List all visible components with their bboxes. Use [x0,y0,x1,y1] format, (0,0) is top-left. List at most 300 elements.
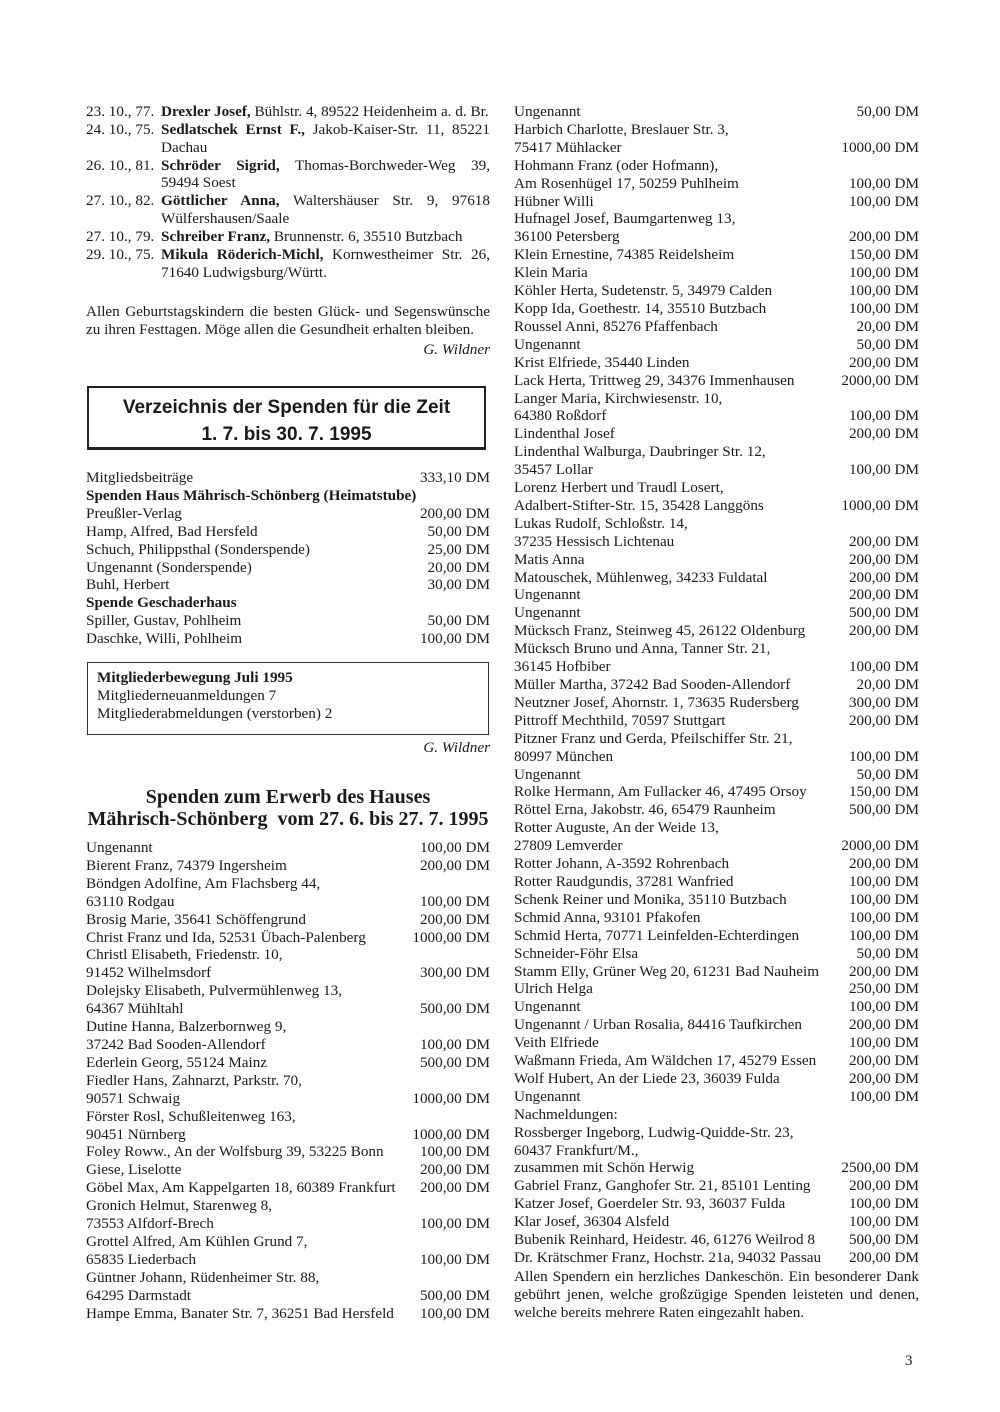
donor-name: 91452 Wilhelmsdorf [86,964,212,982]
donor-name: Katzer Josef, Goerdeler Str. 93, 36037 Fulda [514,1195,786,1213]
donor-name: Ungenannt [86,839,153,856]
list-row [514,1231,919,1249]
donor-name: Lindenthal Josef [514,425,615,443]
donation-amount: 100,00 DM [848,926,919,944]
list-row [86,1054,490,1072]
donor-name: Ungenannt [514,604,581,622]
donor-name: Göbel Max, Am Kappelgarten 18, 60389 Frankfurt [86,1179,396,1197]
list-row [514,1142,919,1160]
list-row [86,1197,490,1215]
list-row [514,282,919,300]
donor-name: Röttel Erna, Jakobstr. 46, 65479 Raunheim [514,801,776,819]
donor-name: Grottel Alfred, Am Kühlen Grund 7, [86,1232,308,1250]
donor-name: Hamp, Alfred, Bad Hersfeld [86,522,258,540]
donation-amount: 200,00 DM [848,855,919,873]
donor-name: Ungenannt / Urban Rosalia, 84416 Taufkirchen [514,1016,802,1034]
page-number: 3 [905,1353,913,1369]
list-row [86,1161,490,1179]
donation-amount: 200,00 DM [848,425,919,443]
list-row [514,461,919,479]
donation-amount: 2000,00 DM [841,837,919,855]
donations-title-line1: Verzeichnis der Spenden für die Zeit [122,397,451,418]
donor-name: 75417 Mühlacker [514,138,622,156]
list-row [86,1179,490,1197]
list-row [86,893,490,911]
donation-amount: 500,00 DM [419,1000,490,1018]
list-row [514,980,919,998]
list-row [514,873,919,891]
donation-amount: 200,00 DM [419,856,490,874]
donor-name: Giese, Liselotte [86,1161,182,1179]
donor-name: 64380 Roßdorf [514,407,607,425]
birthday-name: Mikula Röderich-Michl, [161,246,324,264]
birthday-address: Brunnenstr. 6, 35510 Butzbach [270,228,463,246]
list-row [86,541,490,559]
list-row [86,523,490,541]
donor-name: zusammen mit Schön Herwig [514,1159,695,1177]
list-row [86,1126,490,1144]
list-row [514,712,919,730]
list-row [514,103,919,121]
donor-name: Rotter Johann, A-3592 Rohrenbach [514,855,730,873]
donation-amount: 500,00 DM [848,1231,919,1249]
list-row [514,157,919,175]
donor-name: Dutine Hanna, Balzerbornweg 9, [86,1018,287,1036]
donation-amount: 200,00 DM [848,586,919,604]
donation-amount: 100,00 DM [419,1304,490,1322]
donation-amount: 2500,00 DM [841,1159,919,1177]
donation-amount: 100,00 DM [848,282,919,300]
donor-name: Bubenik Reinhard, Heidestr. 46, 61276 Weilrod 8 [514,1231,815,1249]
donor-name: 36145 Hofbiber [514,658,611,676]
list-row [514,210,919,228]
list-row [86,1018,490,1036]
list-row [86,1269,490,1287]
donor-name: Schmid Herta, 70771 Leinfelden-Echterdingen [514,926,800,944]
donor-name: Ungenannt [514,1087,581,1105]
donation-amount: 100,00 DM [848,1034,919,1052]
list-row [86,630,490,648]
donor-name: 65835 Liederbach [86,1250,197,1268]
birthday-entry [86,192,490,227]
donor-name: Foley Roww., An der Wolfsburg 39, 53225 Bonn [86,1143,384,1161]
list-row [514,1159,919,1177]
list-row [86,1090,490,1108]
donor-name: Fiedler Hans, Zahnarzt, Parkstr. 70, [86,1071,302,1089]
list-row [86,1000,490,1018]
donor-name: Matouschek, Mühlenweg, 34233 Fuldatal [514,568,768,586]
donation-amount: 200,00 DM [848,228,919,246]
list-row [514,819,919,837]
donor-name: Mücksch Franz, Steinweg 45, 26122 Oldenburg [514,622,806,640]
donor-name: Hohmann Franz (oder Hofmann), [514,156,719,174]
list-row [514,497,919,515]
donation-amount: 50,00 DM [856,944,919,962]
signature: G. Wildner [423,341,490,358]
donor-name: Ungenannt [514,998,581,1016]
list-row [86,911,490,929]
donation-amount: 200,00 DM [419,504,490,522]
list-row [514,1177,919,1195]
donor-name: Christl Elisabeth, Friedenstr. 10, [86,946,283,964]
donor-name: Christ Franz und Ida, 52531 Übach-Palenberg [86,928,366,946]
donor-name: 27809 Lemverder [514,837,623,855]
donor-name: Rotter Raudgundis, 37281 Wanfried [514,872,734,890]
list-row [514,407,919,425]
list-row [514,264,919,282]
list-row [86,1233,490,1251]
birthday-text [161,192,490,227]
donor-name: Mitgliedsbeiträge [86,469,194,486]
birthday-address: Bühlstr. 4, 89522 Heidenheim a. d. Br. [250,103,489,120]
donor-name: Rotter Auguste, An der Weide 13, [514,819,719,837]
donor-name: 73553 Alfdorf-Brech [86,1215,214,1233]
birthday-entry [86,157,490,192]
list-row [514,1088,919,1106]
donation-amount: 500,00 DM [848,604,919,622]
list-row [514,748,919,766]
donation-amount: 200,00 DM [848,1069,919,1087]
list-row [86,1108,490,1126]
list-row [514,569,919,587]
donation-amount: 100,00 DM [419,1035,490,1053]
donor-name: Ederlein Georg, 55124 Mainz [86,1053,268,1071]
list-row [86,964,490,982]
donation-amount: 100,00 DM [419,630,490,648]
donation-amount: 200,00 DM [419,910,490,928]
birthday-name: Drexler Josef, [161,103,251,120]
donor-name: Waßmann Frieda, Am Wäldchen 17, 45279 Essen [514,1052,817,1070]
list-row [514,1195,919,1213]
donor-name: Lindenthal Walburga, Daubringer Str. 12, [514,443,766,461]
donor-name: Müller Martha, 37242 Bad Sooden-Allendorf [514,676,791,693]
birthday-name: Schröder Sigrid, [161,156,280,174]
donation-amount: 2000,00 DM [841,371,919,389]
list-row [514,945,919,963]
list-row [86,1143,490,1161]
list-row [86,559,490,577]
donor-name: 36100 Petersberg [514,228,620,246]
list-row [514,586,919,604]
donation-amount: 100,00 DM [848,174,919,192]
donation-amount: 100,00 DM [848,299,919,317]
list-row [514,604,919,622]
donor-name: Ungenannt [514,103,581,120]
donor-name: Schneider-Föhr Elsa [514,944,639,962]
donation-amount: 300,00 DM [848,693,919,711]
birthday-date: 26. 10., 81. [86,156,155,174]
donation-amount: 500,00 DM [848,801,919,819]
donation-amount: 50,00 DM [856,765,919,783]
birthday-entry [86,246,490,281]
donor-name: Pitzner Franz und Gerda, Pfeilschiffer Str. 21, [514,729,793,747]
donor-name: Güntner Johann, Rüdenheimer Str. 88, [86,1268,320,1286]
donor-name: Köhler Herta, Sudetenstr. 5, 34979 Calden [514,282,773,300]
list-row [514,1124,919,1142]
donation-amount: 100,00 DM [848,658,919,676]
donor-name: Brosig Marie, 35641 Schöffengrund [86,910,306,928]
list-row [514,694,919,712]
donor-name: Krist Elfriede, 35440 Linden [514,353,690,371]
donor-name: Klar Josef, 36304 Alsfeld [514,1213,670,1231]
donor-name: Buhl, Herbert [86,576,170,594]
list-row [514,998,919,1016]
donor-name: Ungenannt [514,335,581,353]
donation-amount: 100,00 DM [848,264,919,282]
donation-amount: 50,00 DM [856,103,919,120]
list-row [514,1052,919,1070]
list-row [514,515,919,533]
donations-title-box [87,386,486,450]
list-row [86,505,490,523]
members-box [87,662,489,735]
donor-name: 80997 München [514,747,614,765]
donation-amount: 20,00 DM [856,317,919,335]
list-row [514,193,919,211]
donor-name: 35457 Lollar [514,461,593,479]
donor-name: Daschke, Willi, Pohlheim [86,630,243,648]
list-row [86,594,490,612]
donation-amount: 1000,00 DM [412,1089,490,1107]
donor-name: Neutzner Josef, Ahornstr. 1, 73635 Rudersberg [514,693,799,711]
list-row [514,443,919,461]
donor-name: Hampe Emma, Banater Str. 7, 36251 Bad Hersfeld [86,1304,394,1322]
list-row [514,354,919,372]
donation-amount: 1000,00 DM [841,138,919,156]
donor-name: Ungenannt [514,586,581,604]
birthday-date: 27. 10., 79. [86,228,155,246]
donation-amount: 200,00 DM [419,1161,490,1179]
donor-name: Spende Geschaderhaus [86,594,237,612]
donor-name: 64367 Mühltahl [86,1000,184,1018]
list-row [86,1287,490,1305]
list-row [514,1106,919,1124]
donor-name: Pittroff Mechthild, 70597 Stuttgart [514,711,726,729]
donor-name: Veith Elfriede [514,1034,599,1052]
donation-amount: 500,00 DM [419,1286,490,1304]
donor-name: Wolf Hubert, An der Liede 23, 36039 Fulda [514,1069,780,1087]
donation-amount: 500,00 DM [419,1053,490,1071]
list-row [514,676,919,694]
donation-amount: 20,00 DM [427,558,490,576]
birthday-date: 23. 10., 77. [86,103,155,120]
donation-amount: 200,00 DM [848,1249,919,1266]
list-row [514,622,919,640]
donor-name: Klein Maria [514,264,588,282]
donor-name: Langer Maria, Kirchwiesenstr. 10, [514,389,723,407]
donation-amount: 100,00 DM [848,747,919,765]
list-row [86,612,490,630]
birthday-address: Jakob-Kaiser-Str. 11, 85221 Dachau [161,121,490,156]
donor-name: Schenk Reiner und Monika, 35110 Butzbach [514,890,787,908]
list-row [514,425,919,443]
list-row [514,390,919,408]
donation-amount: 100,00 DM [848,1087,919,1105]
donor-name: Lukas Rudolf, Schloßstr. 14, [514,514,688,532]
donation-amount: 100,00 DM [848,407,919,425]
donor-name: Matis Anna [514,550,585,568]
list-row [514,318,919,336]
list-row [514,479,919,497]
list-row [514,300,919,318]
list-row [86,576,490,594]
donation-amount: 150,00 DM [848,246,919,264]
donations-title-line2: 1. 7. bis 30. 7. 1995 [201,424,372,445]
donor-name: 64295 Darmstadt [86,1286,192,1304]
list-row [514,139,919,157]
donation-amount: 200,00 DM [848,1052,919,1070]
list-row [514,891,919,909]
list-row [86,857,490,875]
birthday-text [161,103,490,121]
donation-amount: 150,00 DM [848,783,919,801]
birthday-name: Sedlatschek Ernst F., [161,121,305,139]
donor-name: Stamm Elly, Grüner Weg 20, 61231 Bad Nauheim [514,962,820,980]
list-row [514,121,919,139]
list-row [514,175,919,193]
house-heading-line1: Spenden zum Erwerb des Hauses [145,786,431,808]
list-row [514,909,919,927]
donor-name: Spiller, Gustav, Pohlheim [86,612,242,630]
donation-amount: 200,00 DM [848,1177,919,1195]
birthday-text [161,157,490,192]
list-row [86,982,490,1000]
donor-name: Harbich Charlotte, Breslauer Str. 3, [514,120,729,138]
donor-name: 37235 Hessisch Lichtenau [514,532,675,550]
donation-amount: 100,00 DM [848,998,919,1016]
donor-name: Ungenannt [514,765,581,783]
house-heading [86,786,490,830]
donor-name: Dr. Krätschmer Franz, Hochstr. 21a, 94032 Passau [514,1249,822,1266]
donor-name: 90571 Schwaig [86,1089,181,1107]
donation-amount: 200,00 DM [848,711,919,729]
members-new: Mitgliederneuanmeldungen 7 [97,686,277,704]
donor-name: Spenden Haus Mährisch-Schönberg (Heimatstube) [86,486,417,504]
donor-name: 37242 Bad Sooden-Allendorf [86,1035,266,1053]
birthday-wishes: Allen Geburtstagskindern die besten Glück- und Segenswünsche zu ihren Festtagen. Möge allen die Gesundheit erhalten bleiben. [86,303,490,338]
donation-amount: 50,00 DM [427,522,490,540]
donation-amount: 200,00 DM [848,532,919,550]
donation-amount: 25,00 DM [427,540,490,558]
thanks-paragraph: Allen Spendern ein herzliches Dankeschön. Ein besonderer Dank gebührt jenen, welche großzügige Spenden leisteten und denen, welche bereits mehrere Raten eingezahlt haben. [514,1268,919,1321]
list-row [514,766,919,784]
donor-name: Adalbert-Stifter-Str. 15, 35428 Langgöns [514,496,764,514]
birthday-date: 29. 10., 75. [86,246,155,264]
donor-name: Böndgen Adolfine, Am Flachsberg 44, [86,874,321,892]
donation-amount: 100,00 DM [419,1215,490,1233]
donor-name: 63110 Rodgau [86,892,175,910]
list-row [86,946,490,964]
donation-amount: 100,00 DM [419,839,490,856]
donor-name: Förster Rosl, Schußleitenweg 163, [86,1107,296,1125]
list-row [86,469,490,487]
donation-amount: 20,00 DM [856,676,919,693]
donation-amount: 100,00 DM [419,1250,490,1268]
list-row [514,246,919,264]
house-heading-line2: Mährisch-Schönberg vom 27. 6. bis 27. 7. 1995 [87,808,489,830]
donation-amount: 200,00 DM [848,550,919,568]
birthday-address: Kornwestheimer Str. 26, 71640 Ludwigsburg/Württ. [161,246,490,281]
donor-name: Bierent Franz, 74379 Ingersheim [86,856,287,874]
donation-amount: 333,10 DM [419,469,490,486]
donations-list [86,469,490,648]
donor-name: Klein Ernestine, 74385 Reidelsheim [514,246,735,264]
donation-amount: 200,00 DM [848,1016,919,1034]
donor-name: Mücksch Bruno und Anna, Tanner Str. 21, [514,640,771,658]
donation-amount: 100,00 DM [848,1213,919,1231]
donation-amount: 100,00 DM [419,1143,490,1161]
list-row [514,1213,919,1231]
donor-name: Kopp Ida, Goethestr. 14, 35510 Butzbach [514,299,767,317]
donation-amount: 1000,00 DM [841,496,919,514]
birthday-entry [86,121,490,156]
birthday-text [161,121,490,156]
list-row [514,1070,919,1088]
birthday-address: Waltershäuser Str. 9, 97618 Wülfershausen/Saale [161,192,490,228]
list-row [514,533,919,551]
birthday-entry [86,228,490,246]
donation-amount: 200,00 DM [848,622,919,640]
list-row [514,228,919,246]
donor-name: Rossberger Ingeborg, Ludwig-Quidde-Str. 23, [514,1123,794,1141]
birthday-list [86,103,490,282]
donation-amount: 200,00 DM [848,962,919,980]
list-row [86,1215,490,1233]
birthday-name: Göttlicher Anna, [161,192,280,210]
donation-amount: 100,00 DM [848,192,919,210]
members-title: Mitgliederbewegung Juli 1995 [97,669,293,686]
list-row [514,1249,919,1267]
donor-name: Preußler-Verlag [86,504,182,522]
donor-name: Gronich Helmut, Starenweg 8, [86,1197,273,1215]
house-donations-left [86,839,490,1322]
donation-amount: 100,00 DM [848,908,919,926]
donation-amount: 100,00 DM [848,872,919,890]
list-row [514,658,919,676]
list-row [514,783,919,801]
list-row [86,875,490,893]
list-row [514,730,919,748]
donor-name: 60437 Frankfurt/M., [514,1141,639,1159]
donor-name: Ungenannt (Sonderspende) [86,558,252,576]
donor-name: Schuch, Philippsthal (Sonderspende) [86,540,310,558]
list-row [86,487,490,505]
donation-amount: 100,00 DM [419,892,490,910]
list-row [514,372,919,390]
donor-name: Lack Herta, Trittweg 29, 34376 Immenhausen [514,371,795,389]
members-left: Mitgliederabmeldungen (verstorben) 2 [97,704,333,722]
donor-name: Lorenz Herbert und Traudl Losert, [514,479,724,497]
donation-amount: 300,00 DM [419,964,490,982]
donation-amount: 100,00 DM [848,890,919,908]
list-row [514,837,919,855]
signature: G. Wildner [423,739,490,756]
list-row [86,1036,490,1054]
list-row [514,801,919,819]
list-row [86,929,490,947]
list-row [514,927,919,945]
list-row [86,1072,490,1090]
donor-name: Roussel Anni, 85276 Pfaffenbach [514,317,718,335]
donor-name: Ulrich Helga [514,980,593,998]
birthday-text [161,228,490,246]
donor-name: Dolejsky Elisabeth, Pulvermühlenweg 13, [86,982,343,1000]
list-row [514,1034,919,1052]
donation-amount: 200,00 DM [419,1179,490,1197]
birthday-address: Thomas-Borchweder-Weg 39, 59494 Soest [161,156,490,192]
donor-name: Schmid Anna, 93101 Pfakofen [514,908,701,926]
donor-name: Rolke Hermann, Am Fullacker 46, 47495 Orsoy [514,783,807,801]
